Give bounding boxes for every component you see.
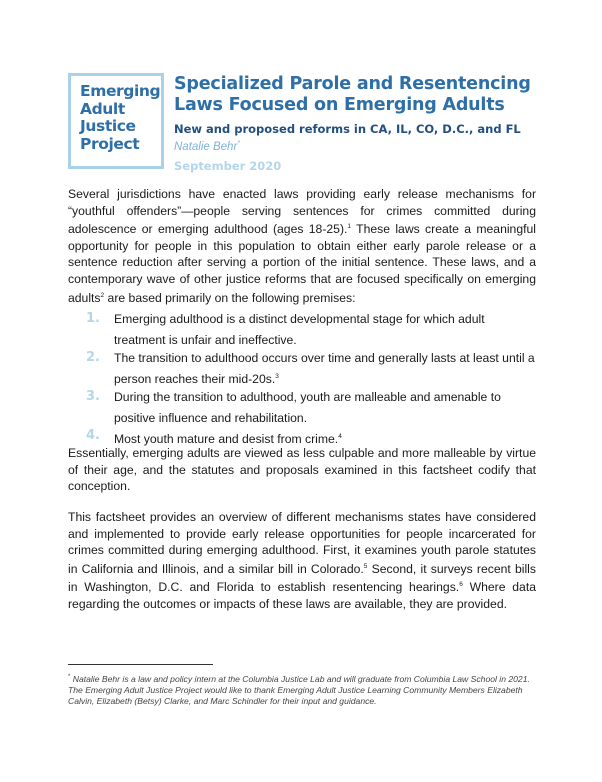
premise-number: 3. — [86, 389, 100, 405]
premise-number: 2. — [86, 350, 100, 366]
intro-text-2: These laws create a meaningful opportunity for people in this population to obtain either early parole release or a sentence reduction after serving a portion of the initial sentence. These laws, and a contemporary wave of other justice reforms that are focused specifically on emerging adults — [68, 222, 536, 305]
premise-number: 1. — [86, 311, 100, 326]
premise-item — [86, 389, 538, 427]
premise-text-body: During the transition to adulthood, youth are malleable and amenable to positive influence and rehabilitation. — [114, 390, 501, 425]
project-logo — [68, 73, 164, 169]
logo-line-3: Justice — [80, 117, 136, 135]
logo-line-4: Project — [80, 134, 140, 153]
premise-text-body: Emerging adulthood is a distinct developmental stage for which adult treatment is unfair and ineffective. — [114, 312, 485, 347]
premise-item — [86, 350, 538, 388]
logo-line-1: Emerging — [80, 82, 161, 100]
premise-item — [86, 311, 538, 349]
logo-text — [80, 83, 160, 153]
footnote-ref-2: 2 — [100, 291, 105, 299]
author-footnote-mark: * — [237, 140, 241, 147]
footnote-ref-4: 4 — [338, 433, 342, 441]
overview-text-2: Second, it surveys recent bills in Washington, D.C. and Florida to establish resentencing hearings. — [68, 561, 536, 595]
summary-paragraph: Essentially, emerging adults are viewed as less culpable and more malleable by virtue of their age, and the statutes and proposals examined in this factsheet codify that conception. — [68, 446, 536, 494]
premise-text — [114, 389, 538, 427]
premise-text — [114, 311, 538, 349]
intro-text-1: Several jurisdictions have enacted laws providing early release mechanisms for “youthful offenders”—people serving sentences for crimes committed during adolescence or emerging adulthood (ages 18-25). — [68, 187, 536, 237]
author-line — [174, 140, 240, 153]
logo-line-2: Adult — [80, 99, 125, 118]
intro-text-3: are based primarily on the following premises: — [104, 290, 356, 305]
footnote-ref-5: 5 — [363, 562, 368, 570]
premise-text-body: The transition to adulthood occurs over time and generally lasts at least until a person reaches their mid-20s. — [114, 351, 535, 386]
overview-paragraph — [68, 509, 536, 613]
footnote-divider — [68, 664, 213, 665]
footnote-ref-1: 1 — [347, 223, 352, 231]
footnote-text: Natalie Behr is a law and policy intern at the Columbia Justice Lab and will graduate from Columbia Law School in 2021. The Emerging Adult Justice Project would like to thank Emerging Adult Justice Learning Community Members Elizabeth Calvin, Elizabeth (Betsy) Clarke, and Marc Schindler for their input and guidance. — [68, 673, 530, 706]
author-name: Natalie Behr — [174, 140, 238, 153]
intro-paragraph — [68, 186, 536, 306]
footnote-ref-3: 3 — [275, 372, 279, 380]
premise-number: 4. — [86, 428, 100, 444]
document-subtitle: New and proposed reforms in CA, IL, CO, D.C., and FL — [174, 122, 521, 136]
document-title: Specialized Parole and Resentencing Laws Focused on Emerging Adults — [174, 74, 531, 115]
premise-text-body: Most youth mature and desist from crime. — [114, 432, 339, 447]
premises-list — [86, 311, 538, 450]
publication-date: September 2020 — [174, 159, 282, 173]
footnote-mark: * — [68, 674, 71, 680]
overview-text-3: Where data regarding the outcomes or impacts of these laws are available, they are provided. — [68, 580, 536, 612]
premise-text — [114, 350, 538, 388]
overview-text-1: This factsheet provides an overview of different mechanisms states have considered and implemented to provide early release opportunities for people incarcerated for crimes committed during emerging adulthood. First, it examines youth parole statutes in California and Illinois, and a similar bill in Colorado. — [68, 510, 536, 576]
footnote-ref-6: 6 — [459, 581, 463, 589]
author-footnote — [68, 672, 538, 707]
